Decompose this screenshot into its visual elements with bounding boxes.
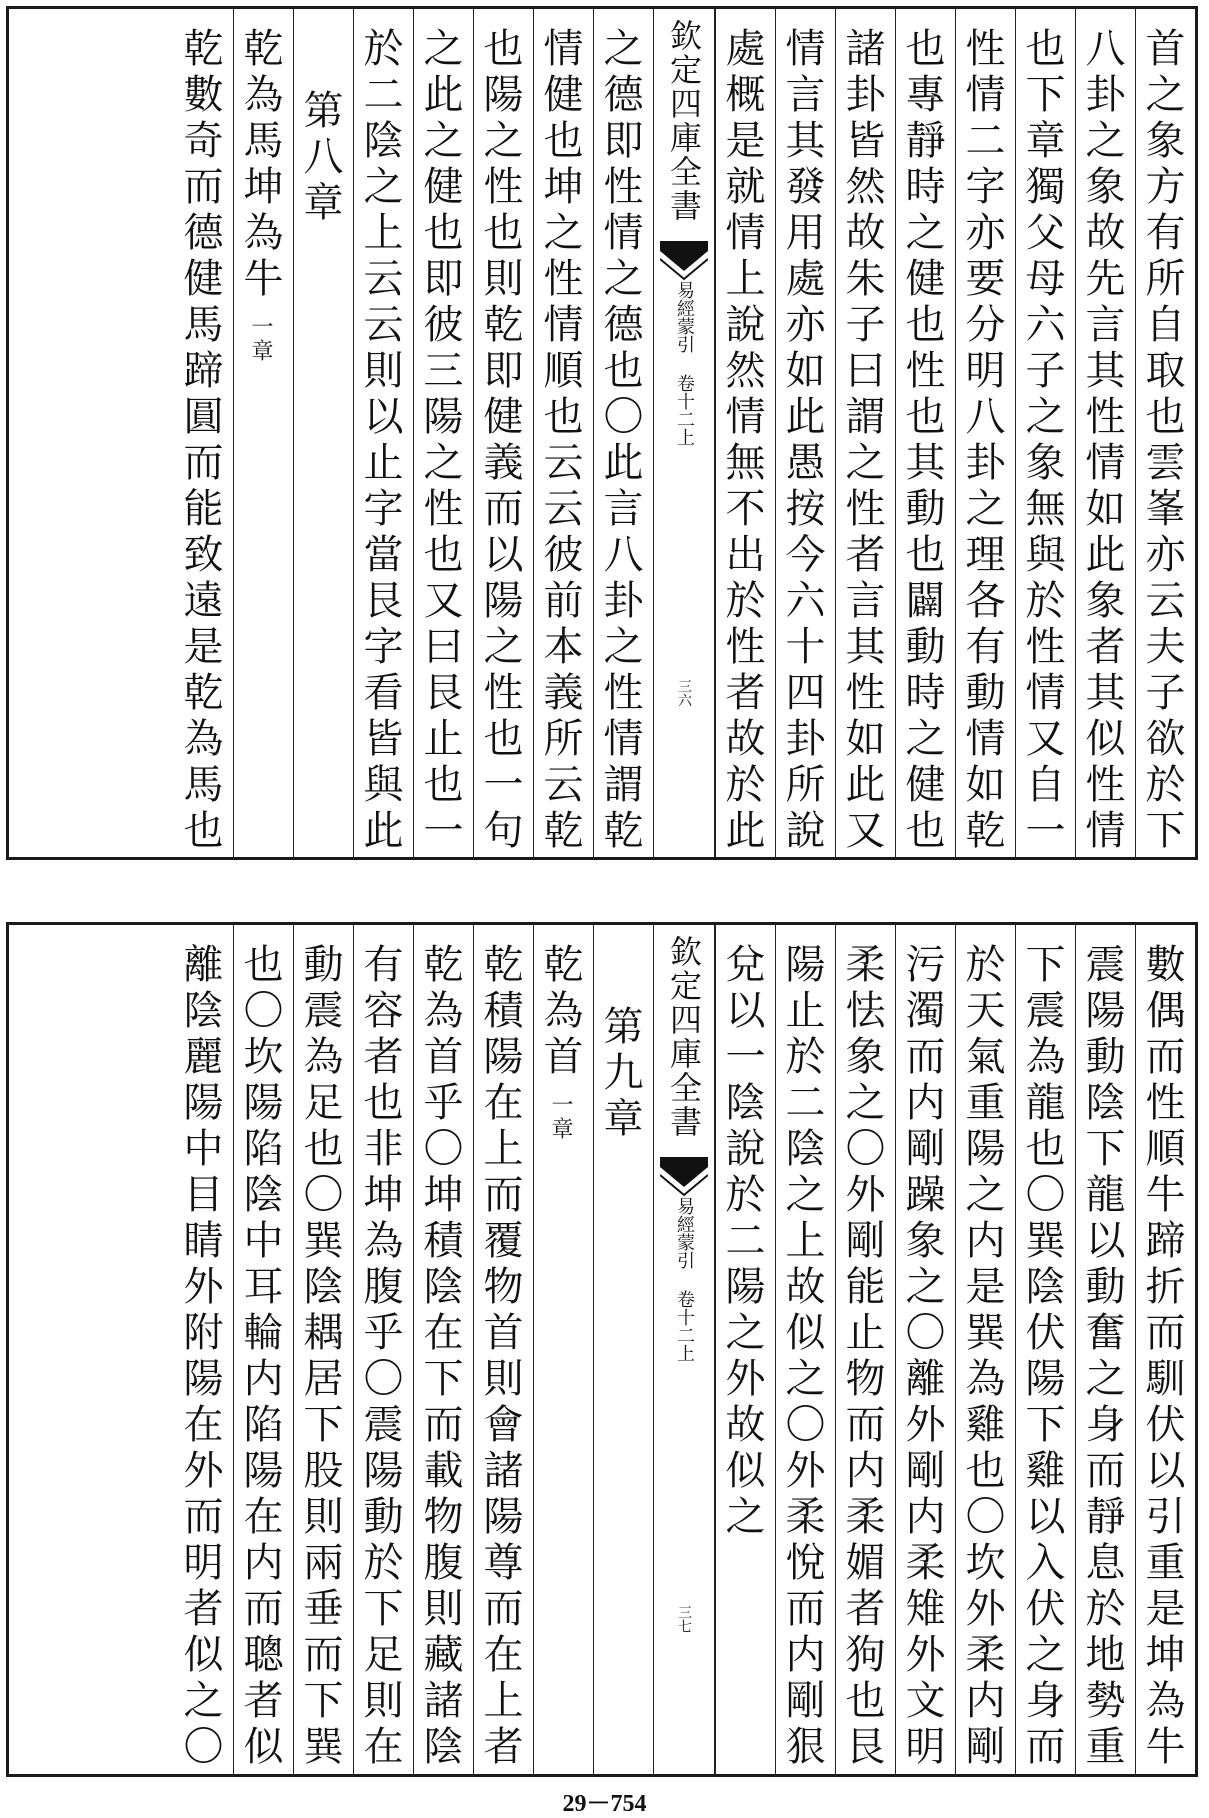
- text-column: 於二陰之上云云則以止字當艮字看皆與此: [353, 9, 413, 857]
- text-column: 情言其發用處亦如此愚按今六十四卦所說: [775, 9, 835, 857]
- top-page: [6, 6, 1198, 860]
- text-column: 乾積陽在上而覆物首則會諸陽尊而在上者: [473, 925, 533, 1774]
- text-column: 情健也坤之性情順也云云彼前本義所云乾: [533, 9, 593, 857]
- center-banner: [653, 9, 715, 857]
- text-column: 處概是就情上說然情無不出於性者故於此: [715, 9, 775, 857]
- top-columns: [9, 9, 1195, 857]
- banner-page-number: 三七: [676, 1605, 692, 1633]
- text-column: 污濁而内剛躁象之〇離外剛内柔雉外文明: [895, 925, 955, 1774]
- text-column: [533, 925, 593, 1774]
- center-banner: [653, 925, 715, 1774]
- banner-title: 欽定四庫全書: [665, 19, 703, 223]
- banner-book-title: 易經蒙引 卷十二上: [674, 1197, 695, 1362]
- text-column: 也〇坎陽陷陰中耳輪内陷陽在内而聰者似: [233, 925, 293, 1774]
- heading-text: 乾為首: [537, 943, 583, 1081]
- heading-text: 乾為馬坤為牛: [237, 27, 283, 303]
- text-column: 也專靜時之健也性也其動也闢動時之健也: [895, 9, 955, 857]
- chapter-heading: 第八章: [293, 9, 353, 857]
- text-column: 震陽動陰下龍以動奮之身而靜息於地勢重: [1075, 925, 1135, 1774]
- banner-book-title: 易經蒙引 卷十二上: [674, 281, 695, 446]
- inline-note: 一章: [548, 1093, 573, 1141]
- text-column: 陽止於二陰之上故似之〇外柔悅而内剛狠: [775, 925, 835, 1774]
- text-column: 也陽之性也則乾即健義而以陽之性也一句: [473, 9, 533, 857]
- bottom-columns: [9, 925, 1195, 1774]
- page-footer-number: 29－754: [562, 1791, 647, 1817]
- text-column: 八卦之象故先言其性情如此象者其似性情: [1075, 9, 1135, 857]
- text-column: 下震為龍也〇巽陰伏陽下雞以入伏之身而: [1015, 925, 1075, 1774]
- bottom-page: [6, 922, 1198, 1777]
- text-column: [233, 9, 293, 857]
- fishtail-ornament-icon: [660, 241, 708, 281]
- text-column: 也下章獨父母六子之象無與於性情又自一: [1015, 9, 1075, 857]
- text-column: 於天氣重陽之内是巽為雞也〇坎外柔内剛: [955, 925, 1015, 1774]
- text-column: 乾數奇而德健馬蹄圓而能致遠是乾為馬也: [177, 27, 223, 855]
- text-column: 離陰麗陽中目睛外附陽在外而明者似之〇: [177, 943, 223, 1771]
- text-column: 性情二字亦要分明八卦之理各有動情如乾: [955, 9, 1015, 857]
- text-column: 乾為首乎〇坤積陰在下而載物腹則藏諸陰: [413, 925, 473, 1774]
- text-column: 兌以一陰說於二陽之外故似之: [715, 925, 775, 1774]
- text-column: 柔怯象之〇外剛能止物而内柔媚者狗也艮: [835, 925, 895, 1774]
- fishtail-ornament-icon: [660, 1157, 708, 1197]
- text-column: 有容者也非坤為腹乎〇震陽動於下足則在: [353, 925, 413, 1774]
- inline-note: 一章: [248, 315, 273, 363]
- text-column: 數偶而性順牛蹄折而馴伏以引重是坤為牛: [1135, 925, 1195, 1774]
- chapter-heading: 第九章: [593, 925, 653, 1774]
- banner-title: 欽定四庫全書: [665, 935, 703, 1139]
- text-column: 之德即性情之德也〇此言八卦之性情謂乾: [593, 9, 653, 857]
- text-column: 之此之健也即彼三陽之性也又曰艮止也一: [413, 9, 473, 857]
- text-column: 諸卦皆然故朱子曰謂之性者言其性如此又: [835, 9, 895, 857]
- text-column: 動震為足也〇巽陰耦居下股則兩垂而下巽: [293, 925, 353, 1774]
- text-column: 首之象方有所自取也雲峯亦云夫子欲於下: [1135, 9, 1195, 857]
- banner-page-number: 三六: [676, 679, 692, 707]
